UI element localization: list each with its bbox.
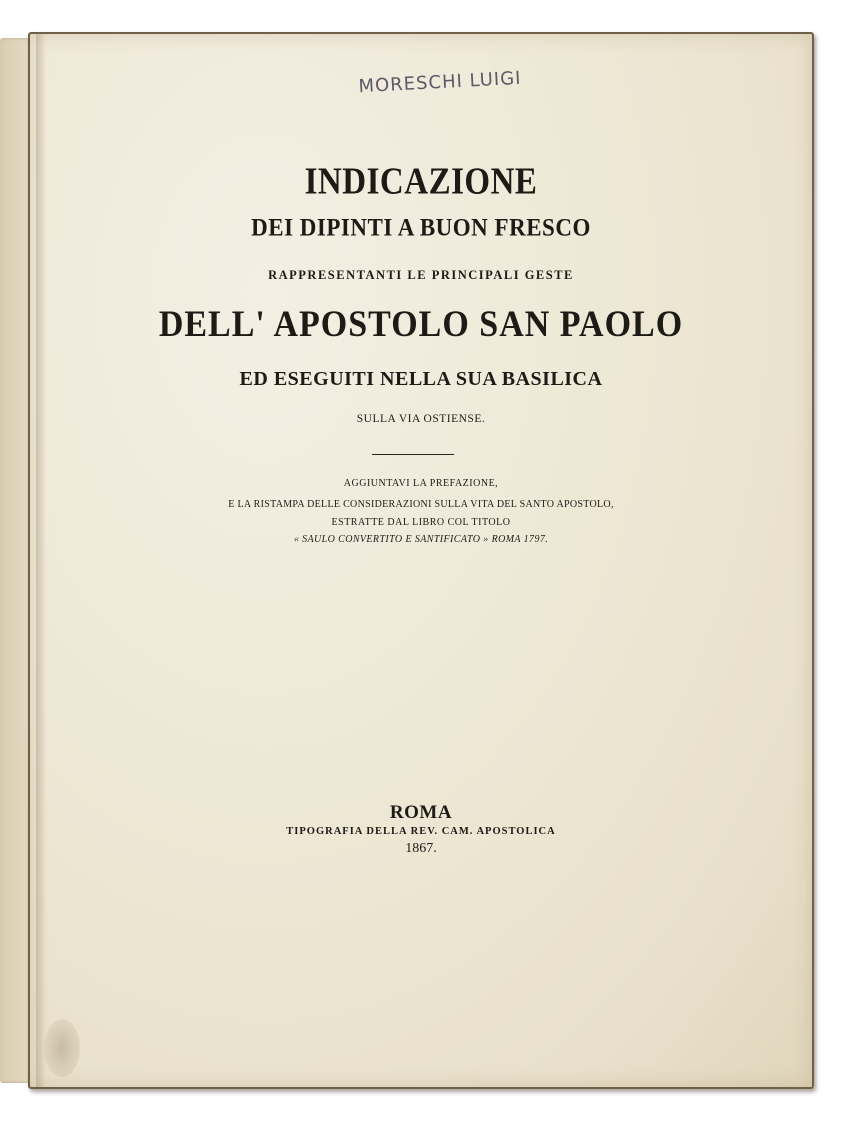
subtitle-line-1: AGGIUNTAVI LA PREFAZIONE,: [343, 478, 499, 489]
subtitle-line-3: ESTRATTE DAL LIBRO COL TITOLO: [331, 517, 511, 528]
title-line-6: SULLA VIA OSTIENSE.: [356, 413, 486, 425]
handwritten-signature: MORESCHI LUIGI: [358, 67, 522, 98]
title-line-3: RAPPRESENTANTI LE PRINCIPALI GESTE: [268, 268, 574, 282]
subtitle-line-4: « SAULO CONVERTITO E SANTIFICATO » ROMA 1797.: [293, 534, 549, 545]
title-line-4: DELL' APOSTOLO SAN PAOLO: [158, 304, 684, 345]
title-main: INDICAZIONE: [304, 161, 538, 203]
divider-rule: [372, 454, 454, 455]
subtitle-line-2: E LA RISTAMPA DELLE CONSIDERAZIONI SULLA VITA DEL SANTO APOSTOLO,: [228, 499, 614, 510]
title-page: [28, 32, 814, 1089]
imprint-year: 1867.: [405, 841, 437, 856]
imprint-printer: TIPOGRAFIA DELLA REV. CAM. APOSTOLICA: [286, 826, 556, 837]
title-line-5: ED ESEGUITI NELLA SUA BASILICA: [239, 368, 603, 390]
paper-stain: [44, 1019, 80, 1077]
imprint-city: ROMA: [389, 802, 453, 823]
title-line-2: DEI DIPINTI A BUON FRESCO: [251, 213, 591, 242]
